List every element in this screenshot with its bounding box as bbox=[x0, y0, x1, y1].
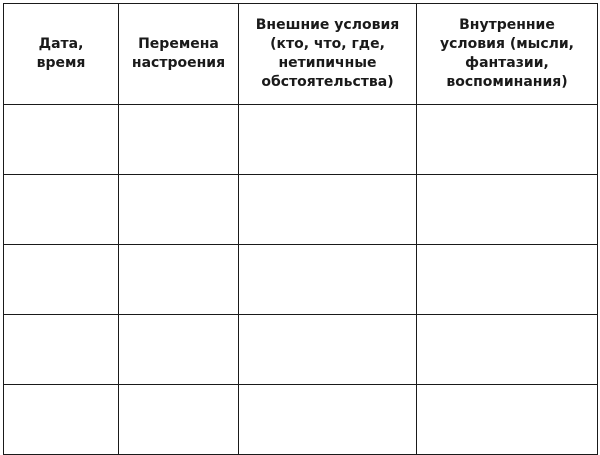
header-line: Внешние условия bbox=[255, 17, 400, 33]
table-cell[interactable] bbox=[239, 175, 417, 245]
mood-diary-table bbox=[3, 3, 598, 455]
header-external-conditions bbox=[239, 4, 417, 105]
table-cell[interactable] bbox=[4, 105, 119, 175]
table-cell[interactable] bbox=[119, 315, 239, 385]
table-cell[interactable] bbox=[4, 175, 119, 245]
table-row bbox=[4, 315, 598, 385]
table-cell[interactable] bbox=[119, 245, 239, 315]
table-cell[interactable] bbox=[417, 175, 598, 245]
header-mood-change bbox=[119, 4, 239, 105]
header-line: настроения bbox=[131, 55, 226, 71]
table-row bbox=[4, 175, 598, 245]
table-cell[interactable] bbox=[4, 245, 119, 315]
table-row bbox=[4, 245, 598, 315]
header-line: обстоятельства) bbox=[261, 74, 394, 90]
header-row bbox=[4, 4, 598, 105]
table-cell[interactable] bbox=[417, 105, 598, 175]
header-line: (кто, что, где, bbox=[270, 36, 385, 52]
header-internal-conditions bbox=[417, 4, 598, 105]
table-cell[interactable] bbox=[239, 315, 417, 385]
header-line: Внутренние bbox=[459, 17, 555, 33]
header-line: воспоминания) bbox=[446, 74, 568, 90]
header-line: условия (мысли, bbox=[439, 36, 574, 52]
header-line: нетипичные bbox=[278, 55, 377, 71]
table-row bbox=[4, 385, 598, 455]
table-row bbox=[4, 105, 598, 175]
table-cell[interactable] bbox=[239, 245, 417, 315]
header-date-time bbox=[4, 4, 119, 105]
table-cell[interactable] bbox=[417, 385, 598, 455]
table-cell[interactable] bbox=[417, 315, 598, 385]
header-line: фантазии, bbox=[465, 55, 549, 71]
header-line: Перемена bbox=[138, 36, 219, 52]
header-line: Дата, bbox=[38, 36, 84, 52]
table-cell[interactable] bbox=[119, 175, 239, 245]
table-cell[interactable] bbox=[239, 385, 417, 455]
table-cell[interactable] bbox=[4, 315, 119, 385]
header-line: время bbox=[36, 55, 86, 71]
table-cell[interactable] bbox=[4, 385, 119, 455]
table-cell[interactable] bbox=[417, 245, 598, 315]
table-cell[interactable] bbox=[239, 105, 417, 175]
table-cell[interactable] bbox=[119, 385, 239, 455]
table-body bbox=[4, 105, 598, 455]
table-cell[interactable] bbox=[119, 105, 239, 175]
